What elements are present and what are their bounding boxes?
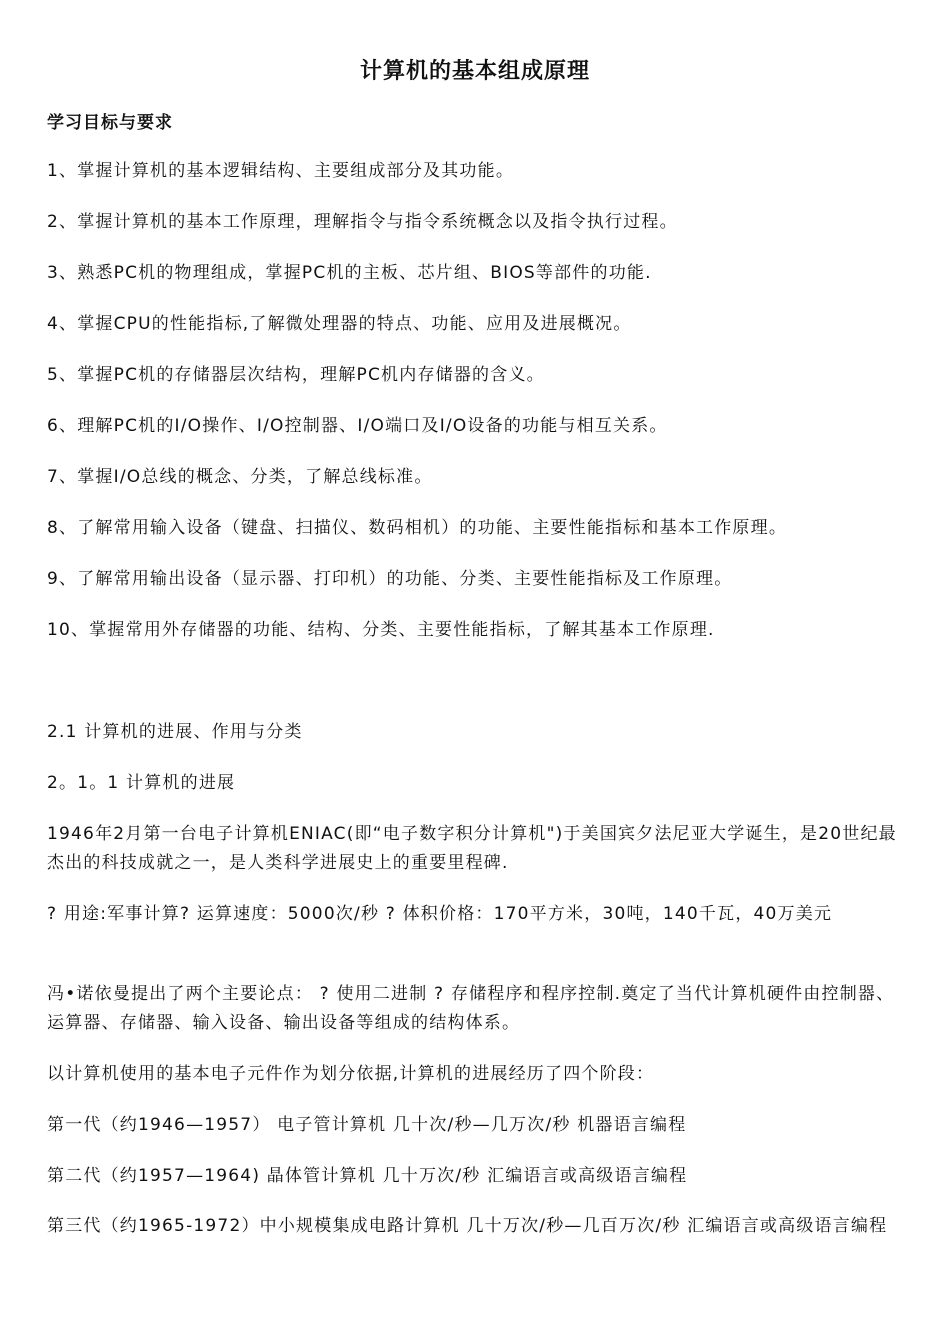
objective-item: 1、掌握计算机的基本逻辑结构、主要组成部分及其功能。 — [47, 161, 515, 181]
objective-item: 8、了解常用输入设备（键盘、扫描仪、数码相机）的功能、主要性能指标和基本工作原理。 — [47, 518, 788, 538]
objective-item: 6、理解PC机的I/O操作、I/O控制器、I/O端口及I/O设备的功能与相互关系。 — [47, 416, 668, 436]
objective-item: 5、掌握PC机的存储器层次结构，理解PC机内存储器的含义。 — [47, 365, 545, 385]
objective-item: 7、掌握I/O总线的概念、分类，了解总线标准。 — [47, 467, 433, 487]
objectives-heading: 学习目标与要求 — [47, 113, 173, 133]
body-paragraph: 以计算机使用的基本电子元件作为划分依据,计算机的进展经历了四个阶段： — [47, 1064, 655, 1084]
body-paragraph: 1946年2月第一台电子计算机ENIAC(即“电子数字积分计算机")于美国宾夕法尼亚大学诞生，是20世纪最杰出的科技成就之一，是人类科学进展史上的重要里程碑. — [47, 824, 897, 873]
objective-item: 3、熟悉PC机的物理组成，掌握PC机的主板、芯片组、BIOS等部件的功能. — [47, 263, 652, 283]
subsection-heading: 2。1。1 计算机的进展 — [47, 773, 236, 793]
document-title: 计算机的基本组成原理 — [359, 59, 590, 84]
section-heading: 2.1 计算机的进展、作用与分类 — [47, 722, 303, 742]
generation-item: 第一代（约1946—1957） 电子管计算机 几十次/秒—几万次/秒 机器语言编程 — [47, 1115, 687, 1135]
generation-item: 第三代（约1965-1972）中小规模集成电路计算机 几十万次/秒—几百万次/秒 汇编语言或高级语言编程 — [47, 1216, 888, 1236]
objective-item: 10、掌握常用外存储器的功能、结构、分类、主要性能指标，了解其基本工作原理. — [47, 620, 715, 640]
objective-item: 9、了解常用输出设备（显示器、打印机）的功能、分类、主要性能指标及工作原理。 — [47, 569, 733, 589]
body-paragraph: 冯•诺依曼提出了两个主要论点： ? 使用二进制 ? 存储程序和程序控制.奠定了当代计算机硬件由控制器、运算器、存储器、输入设备、输出设备等组成的结构体系。 — [47, 984, 895, 1033]
generation-item: 第二代（约1957—1964) 晶体管计算机 几十万次/秒 汇编语言或高级语言编程 — [47, 1166, 688, 1186]
objective-item: 2、掌握计算机的基本工作原理，理解指令与指令系统概念以及指令执行过程。 — [47, 212, 678, 232]
objective-item: 4、掌握CPU的性能指标,了解微处理器的特点、功能、应用及进展概况。 — [47, 314, 632, 334]
body-paragraph: ? 用途:军事计算? 运算速度：5000次/秒 ? 体积价格：170平方米，30吨，140千瓦，40万美元 — [47, 904, 833, 924]
